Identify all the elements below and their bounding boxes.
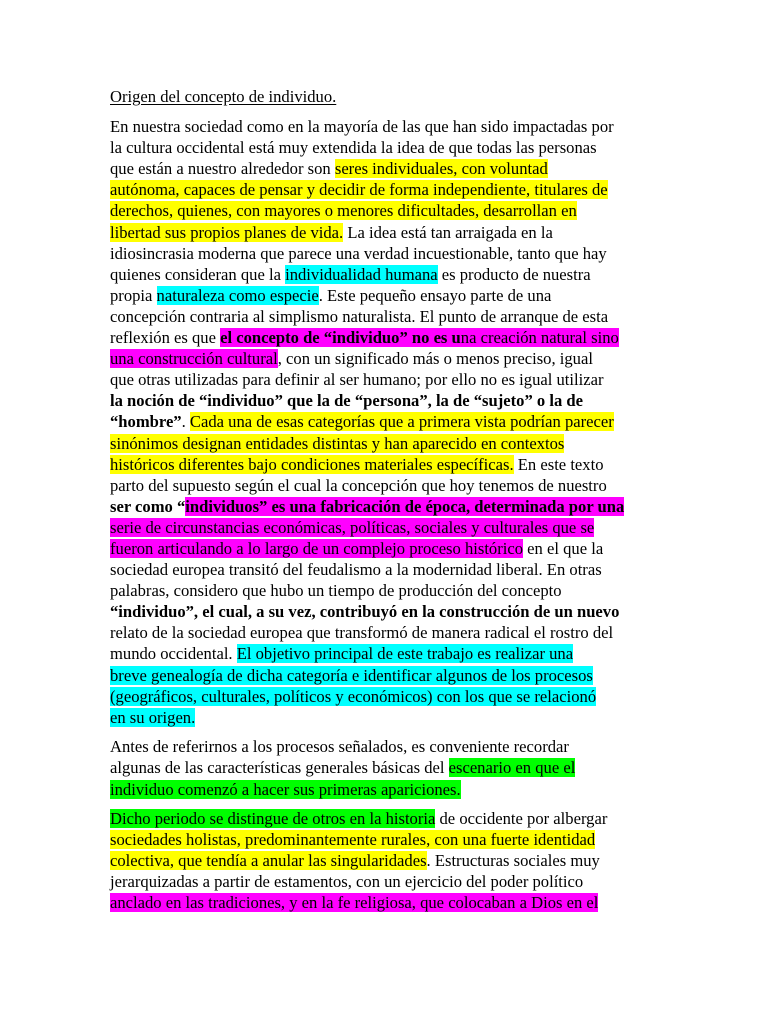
magenta-highlight: una construcción cultural — [110, 349, 278, 369]
text-line — [110, 538, 662, 559]
text-line: Antes de referirnos a los procesos señalados, es conveniente recordar — [110, 737, 569, 757]
text-line — [110, 264, 662, 285]
text-span: algunas de las características generales básicas del — [110, 758, 449, 778]
magenta-highlight: el concepto de “individuo” no es u — [220, 328, 461, 348]
text-span: . — [181, 412, 190, 432]
yellow-highlight: colectiva, que tendía a anular las singularidades — [110, 851, 427, 871]
text-span: , con un significado más o menos preciso, igual — [277, 349, 593, 369]
cyan-highlight: El objetivo principal de este trabajo es realizar una — [236, 644, 574, 664]
text-line — [110, 327, 662, 348]
text-line — [110, 757, 662, 778]
text-line — [110, 200, 662, 221]
cyan-highlight: breve genealogía de dicha categoría e identificar algunos de los procesos — [110, 665, 593, 685]
text-span: reflexión es que — [110, 328, 221, 348]
paragraph-2 — [110, 736, 662, 799]
text-span: en el que la — [523, 538, 604, 558]
text-line: jerarquizadas a partir de estamentos, con un ejercicio del poder político — [110, 872, 584, 892]
yellow-highlight: Cada una de esas categorías que a primera vista podrían parecer — [189, 412, 614, 432]
text-line — [110, 348, 662, 369]
document-page — [110, 86, 662, 922]
text-span: . Estructuras sociales muy — [426, 851, 600, 871]
text-span: es producto de nuestra — [437, 264, 591, 284]
text-line: sociedad europea transitó del feudalismo a la modernidad liberal. En otras — [110, 560, 602, 580]
text-line: parto del supuesto según el cual la concepción que hoy tenemos de nuestro — [110, 475, 607, 495]
text-line: “individuo”, el cual, a su vez, contribuyó en la construcción de un nuevo — [110, 602, 620, 622]
yellow-highlight: libertad sus propios planes de vida. — [110, 222, 344, 242]
text-line: relato de la sociedad europea que transformó de manera radical el rostro del — [110, 623, 614, 643]
paragraph-1 — [110, 116, 662, 728]
yellow-highlight: históricos diferentes bajo condiciones materiales específicas. — [110, 454, 514, 474]
text-span: . Este pequeño ensayo parte de una — [318, 285, 552, 305]
bold-span: ser como “ — [110, 496, 186, 516]
text-line — [110, 665, 662, 686]
document-title: Origen del concepto de individuo. — [110, 87, 337, 106]
yellow-highlight: derechos, quienes, con mayores o menores dificultades, desarrollan en — [110, 201, 577, 221]
text-line — [110, 517, 662, 538]
text-span: de occidente por albergar — [435, 809, 608, 829]
text-line: la cultura occidental está muy extendida la idea de que todas las personas — [110, 138, 597, 158]
text-span: que están a nuestro alrededor son — [110, 159, 335, 179]
text-line: idiosincrasia moderna que parece una verdad incuestionable, tanto que hay — [110, 243, 607, 263]
text-line: la noción de “individuo” que la de “persona”, la de “sujeto” o la de — [110, 391, 583, 411]
cyan-highlight: naturaleza como especie — [156, 285, 319, 305]
cyan-highlight: individualidad humana — [285, 264, 438, 284]
yellow-highlight: seres individuales, con voluntad — [334, 159, 548, 179]
text-span: quienes consideran que la — [110, 264, 286, 284]
text-span: mundo occidental. — [110, 644, 237, 664]
magenta-highlight: anclado en las tradiciones, y en la fe religiosa, que colocaban a Dios en el — [110, 893, 599, 913]
yellow-highlight: autónoma, capaces de pensar y decidir de forma independiente, titulares de — [110, 180, 608, 200]
magenta-highlight: fueron articulando a lo largo de un complejo proceso histórico — [110, 538, 524, 558]
text-line — [110, 829, 662, 850]
cyan-highlight: en su origen. — [110, 707, 196, 727]
text-line: concepción contraria al simplismo naturalista. El punto de arranque de esta — [110, 306, 609, 326]
cyan-highlight: (geográficos, culturales, políticos y económicos) con los que se relacionó — [110, 686, 597, 706]
text-line — [110, 808, 662, 829]
text-line — [110, 643, 662, 664]
text-line — [110, 158, 662, 179]
yellow-highlight: sinónimos designan entidades distintas y han aparecido en contextos — [110, 433, 565, 453]
text-line — [110, 454, 662, 475]
green-highlight: individuo comenzó a hacer sus primeras apariciones. — [110, 779, 461, 799]
text-span: propia — [110, 285, 157, 305]
magenta-highlight: na creación natural sino — [460, 328, 619, 348]
text-line — [110, 686, 662, 707]
text-line: que otras utilizadas para definir al ser humano; por ello no es igual utilizar — [110, 370, 604, 390]
text-line — [110, 779, 662, 800]
text-span: En este texto — [513, 454, 604, 474]
paragraph-3 — [110, 808, 662, 913]
yellow-highlight: sociedades holistas, predominantemente rurales, con una fuerte identidad — [110, 830, 596, 850]
text-line: palabras, considero que hubo un tiempo de producción del concepto — [110, 581, 562, 601]
text-line — [110, 707, 662, 728]
magenta-highlight: individuos” es una fabricación de época, determinada por una — [185, 496, 625, 516]
green-highlight: escenario en que el — [448, 758, 576, 778]
text-line — [110, 222, 662, 243]
text-line — [110, 892, 662, 913]
text-line — [110, 179, 662, 200]
magenta-highlight: serie de circunstancias económicas, políticas, sociales y culturales que se — [110, 517, 595, 537]
text-line — [110, 496, 662, 517]
bold-span: “hombre” — [110, 412, 182, 432]
text-line — [110, 285, 662, 306]
text-line — [110, 411, 662, 432]
text-line: En nuestra sociedad como en la mayoría de las que han sido impactadas por — [110, 117, 614, 137]
text-line — [110, 850, 662, 871]
green-highlight: Dicho periodo se distingue de otros en la historia — [110, 809, 436, 829]
text-span: La idea está tan arraigada en la — [343, 222, 553, 242]
text-line — [110, 433, 662, 454]
